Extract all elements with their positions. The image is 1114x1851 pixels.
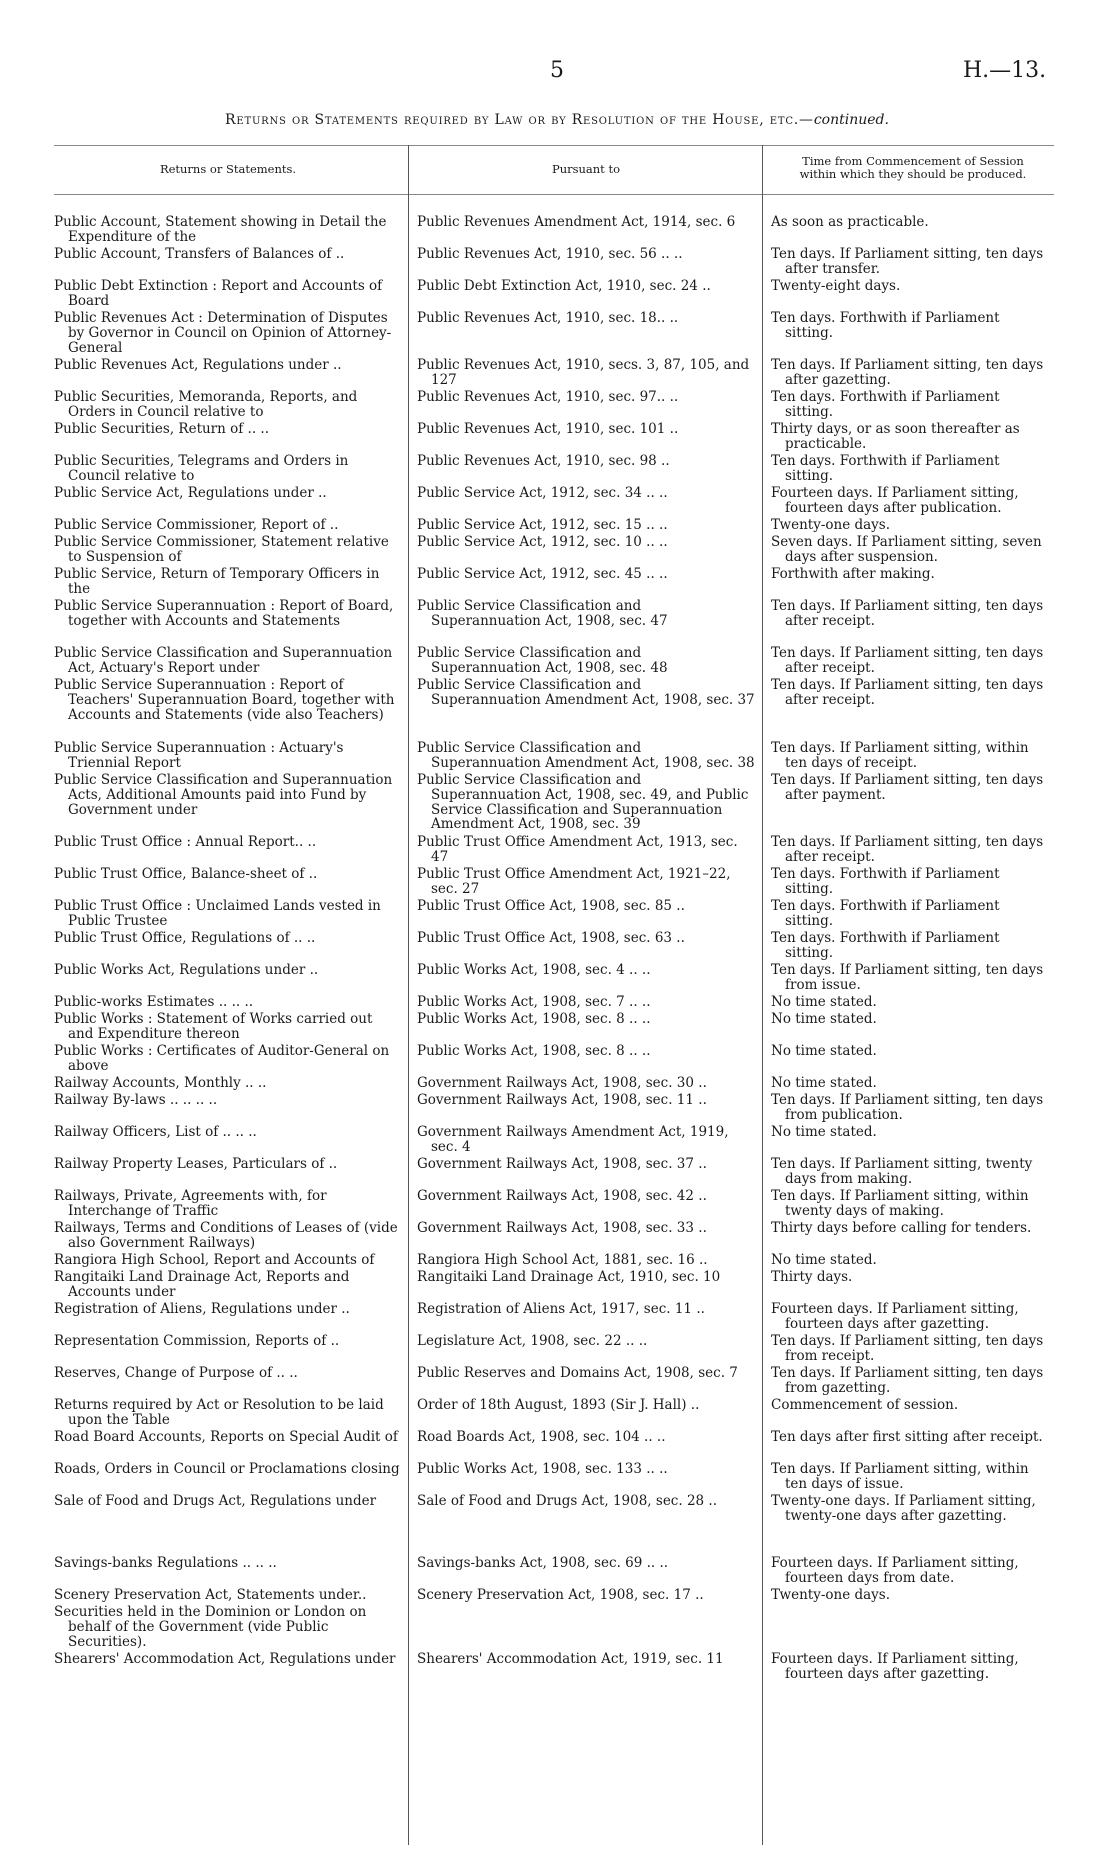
time-cell: Ten days. If Parliament sitting, within twenty days of making. — [771, 1188, 1029, 1219]
time-cell: Ten days. If Parliament sitting, ten days after receipt. — [771, 677, 1044, 708]
pursuant-cell: Legislature Act, 1908, sec. 22 .. .. — [417, 1333, 648, 1349]
table-row — [0, 773, 1114, 833]
return-cell: Public Trust Office : Annual Report.. .. — [54, 834, 317, 850]
time-cell: Ten days. If Parliament sitting, ten days after receipt. — [771, 834, 1044, 865]
pursuant-cell: Order of 18th August, 1893 (Sir J. Hall) .. — [417, 1397, 700, 1413]
pursuant-cell: Scenery Preservation Act, 1908, sec. 17 .. — [417, 1587, 704, 1603]
return-cell: Railways, Private, Agreements with, for Interchange of Traffic — [54, 1188, 327, 1219]
table-row — [0, 678, 1114, 739]
return-cell: Railway Accounts, Monthly .. .. — [54, 1075, 267, 1091]
return-cell: Representation Commission, Reports of .. — [54, 1333, 340, 1349]
document-reference: H.—13. — [963, 58, 1047, 83]
return-cell: Returns required by Act or Resolution to be laid upon the Table — [54, 1397, 384, 1428]
pursuant-cell: Public Trust Office Amendment Act, 1921–22, sec. 27 — [417, 866, 731, 897]
time-cell: Ten days. If Parliament sitting, within ten days of receipt. — [771, 740, 1029, 771]
return-cell: Public Works : Certificates of Auditor-General on above — [54, 1043, 390, 1074]
page-title-main: Returns or Statements required by Law or by Resolution of the House, etc.— — [225, 112, 814, 128]
time-cell: Ten days. If Parliament sitting, twenty days from making. — [771, 1156, 1033, 1187]
pursuant-cell: Public Service Classification and Superannuation Amendment Act, 1908, sec. 38 — [417, 740, 755, 771]
time-cell: Seven days. If Parliament sitting, seven days after suspension. — [771, 534, 1042, 565]
table-row — [0, 567, 1114, 597]
pursuant-cell: Public Revenues Act, 1910, sec. 101 .. — [417, 421, 679, 437]
return-cell: Public Trust Office, Balance-sheet of .. — [54, 866, 318, 882]
time-cell: Ten days. If Parliament sitting, ten days from receipt. — [771, 1333, 1044, 1364]
pursuant-cell: Public Revenues Act, 1910, sec. 97.. .. — [417, 389, 679, 405]
time-cell: Ten days. Forthwith if Parliament sitting. — [771, 389, 1000, 420]
table-row — [0, 535, 1114, 565]
table-row — [0, 646, 1114, 676]
pursuant-cell: Public Revenues Act, 1910, secs. 3, 87, 105, and 127 — [417, 357, 750, 388]
header-rule-top — [54, 145, 1054, 146]
return-cell: Reserves, Change of Purpose of .. .. — [54, 1365, 298, 1381]
return-cell: Scenery Preservation Act, Statements under.. — [54, 1587, 367, 1603]
time-cell: Ten days. If Parliament sitting, ten days from gazetting. — [771, 1365, 1044, 1396]
pursuant-cell: Public Works Act, 1908, sec. 4 .. .. — [417, 962, 651, 978]
pursuant-cell: Government Railways Act, 1908, sec. 42 .. — [417, 1188, 707, 1204]
return-cell: Registration of Aliens, Regulations under .. — [54, 1301, 350, 1317]
time-cell: Thirty days, or as soon thereafter as practicable. — [771, 421, 1020, 452]
return-cell: Public-works Estimates .. .. .. — [54, 994, 254, 1010]
return-cell: Public Service Superannuation : Actuary's Triennial Report — [54, 740, 344, 771]
time-cell: Fourteen days. If Parliament sitting, fourteen days after publication. — [771, 485, 1019, 516]
page-title-continued: continued. — [813, 112, 889, 128]
table-row — [0, 1157, 1114, 1187]
return-cell: Public Service Superannuation : Report of Board, together with Accounts and Statements — [54, 598, 394, 629]
table-row — [0, 741, 1114, 771]
return-cell: Public Revenues Act : Determination of Disputes by Governor in Council on Opinion of Attorney-General — [54, 310, 392, 356]
pursuant-cell: Public Works Act, 1908, sec. 8 .. .. — [417, 1011, 651, 1027]
time-cell: Thirty days before calling for tenders. — [771, 1220, 1032, 1236]
column-header-time — [768, 155, 1058, 181]
table-row — [0, 279, 1114, 309]
table-row — [0, 1221, 1114, 1251]
pursuant-cell: Rangitaiki Land Drainage Act, 1910, sec. 10 — [417, 1269, 721, 1285]
table-row — [0, 899, 1114, 929]
return-cell: Public Debt Extinction : Report and Accounts of Board — [54, 278, 383, 309]
return-cell: Public Works Act, Regulations under .. — [54, 962, 319, 978]
return-cell: Public Securities, Memoranda, Reports, and Orders in Council relative to — [54, 389, 358, 420]
table-row — [0, 422, 1114, 452]
time-cell: Ten days. Forthwith if Parliament sitting. — [771, 866, 1000, 897]
pursuant-cell: Public Trust Office Act, 1908, sec. 85 .. — [417, 898, 685, 914]
column-header-time-line2: within which they should be produced. — [799, 167, 1027, 181]
time-cell: Ten days. Forthwith if Parliament sitting. — [771, 898, 1000, 929]
table-row — [0, 931, 1114, 961]
return-cell: Public Service Commissioner, Report of .. — [54, 517, 339, 533]
time-cell: No time stated. — [771, 1124, 877, 1140]
time-cell: Ten days after first sitting after receipt. — [771, 1429, 1043, 1445]
table-row — [0, 215, 1114, 245]
return-cell: Securities held in the Dominion or London on behalf of the Government (vide Public Securities). — [54, 1604, 367, 1650]
page-title — [0, 112, 1114, 128]
pursuant-cell: Savings-banks Act, 1908, sec. 69 .. .. — [417, 1555, 669, 1571]
time-cell: Twenty-one days. If Parliament sitting, twenty-one days after gazetting. — [771, 1493, 1036, 1524]
time-cell: No time stated. — [771, 1011, 877, 1027]
return-cell: Railway Officers, List of .. .. .. — [54, 1124, 257, 1140]
pursuant-cell: Rangiora High School Act, 1881, sec. 16 .. — [417, 1252, 708, 1268]
table-row — [0, 1012, 1114, 1042]
pursuant-cell: Public Revenues Act, 1910, sec. 56 .. .. — [417, 246, 683, 262]
return-cell: Road Board Accounts, Reports on Special Audit of — [54, 1429, 398, 1445]
time-cell: Fourteen days. If Parliament sitting, fourteen days from date. — [771, 1555, 1019, 1586]
table-row — [0, 995, 1114, 1010]
time-cell: Thirty days. — [771, 1269, 853, 1285]
time-cell: Commencement of session. — [771, 1397, 959, 1413]
return-cell: Shearers' Accommodation Act, Regulations under — [54, 1651, 396, 1667]
table-row — [0, 1462, 1114, 1492]
return-cell: Public Revenues Act, Regulations under .. — [54, 357, 342, 373]
table-row — [0, 835, 1114, 865]
return-cell: Public Account, Transfers of Balances of .. — [54, 246, 345, 262]
time-cell: Ten days. If Parliament sitting, ten days after transfer. — [771, 246, 1044, 277]
return-cell: Rangitaiki Land Drainage Act, Reports and Accounts under — [54, 1269, 350, 1300]
time-cell: Fourteen days. If Parliament sitting, fourteen days after gazetting. — [771, 1651, 1019, 1682]
return-cell: Public Trust Office : Unclaimed Lands vested in Public Trustee — [54, 898, 381, 929]
table-row — [0, 518, 1114, 533]
time-cell: Twenty-eight days. — [771, 278, 901, 294]
table-row — [0, 1366, 1114, 1396]
time-cell: Ten days. If Parliament sitting, ten days after receipt. — [771, 645, 1044, 676]
column-header-time-line1: Time from Commencement of Session — [802, 154, 1024, 168]
return-cell: Public Securities, Return of .. .. — [54, 421, 269, 437]
table-row — [0, 1494, 1114, 1554]
pursuant-cell: Public Service Classification and Superannuation Amendment Act, 1908, sec. 37 — [417, 677, 755, 708]
pursuant-cell: Road Boards Act, 1908, sec. 104 .. .. — [417, 1429, 666, 1445]
pursuant-cell: Registration of Aliens Act, 1917, sec. 11 .. — [417, 1301, 705, 1317]
pursuant-cell: Public Service Act, 1912, sec. 45 .. .. — [417, 566, 668, 582]
pursuant-cell: Public Works Act, 1908, sec. 8 .. .. — [417, 1043, 651, 1059]
table-row — [0, 1076, 1114, 1091]
return-cell: Savings-banks Regulations .. .. .. — [54, 1555, 277, 1571]
table-row — [0, 1334, 1114, 1364]
table-row — [0, 358, 1114, 388]
return-cell: Roads, Orders in Council or Proclamations closing — [54, 1461, 400, 1477]
pursuant-cell: Public Service Act, 1912, sec. 34 .. .. — [417, 485, 668, 501]
table-row — [0, 1430, 1114, 1460]
time-cell: No time stated. — [771, 1252, 877, 1268]
table-row — [0, 963, 1114, 993]
return-cell: Public Service Superannuation : Report of Teachers' Superannuation Board, together with Accounts and Statements (vide also Teachers) — [54, 677, 395, 723]
pursuant-cell: Public Revenues Act, 1910, sec. 98 .. — [417, 453, 670, 469]
return-cell: Railway Property Leases, Particulars of .. — [54, 1156, 338, 1172]
pursuant-cell: Government Railways Amendment Act, 1919, sec. 4 — [417, 1124, 729, 1155]
pursuant-cell: Sale of Food and Drugs Act, 1908, sec. 28 .. — [417, 1493, 718, 1509]
table-row — [0, 599, 1114, 644]
time-cell: Ten days. If Parliament sitting, ten days from issue. — [771, 962, 1044, 993]
pursuant-cell: Public Service Classification and Superannuation Act, 1908, sec. 49, and Public Service Classification and Superannuation Amendment Act, 1908, sec. 39 — [417, 772, 749, 833]
table-row — [0, 1125, 1114, 1155]
return-cell: Public Service Commissioner, Statement relative to Suspension of — [54, 534, 389, 565]
time-cell: Ten days. Forthwith if Parliament sitting. — [771, 930, 1000, 961]
table-row — [0, 247, 1114, 277]
return-cell: Railway By-laws .. .. .. .. — [54, 1092, 218, 1108]
time-cell: No time stated. — [771, 1043, 877, 1059]
table-row — [0, 1556, 1114, 1586]
table-row — [0, 1253, 1114, 1268]
returns-table-body — [0, 215, 1114, 1684]
return-cell: Public Works : Statement of Works carried out and Expenditure thereon — [54, 1011, 373, 1042]
time-cell: Ten days. If Parliament sitting, within ten days of issue. — [771, 1461, 1029, 1492]
time-cell: Ten days. If Parliament sitting, ten days after receipt. — [771, 598, 1044, 629]
time-cell: Ten days. If Parliament sitting, ten days after gazetting. — [771, 357, 1044, 388]
column-header-returns: Returns or Statements. — [159, 162, 297, 176]
table-row — [0, 1302, 1114, 1332]
return-cell: Public Service, Return of Temporary Officers in the — [54, 566, 380, 597]
pursuant-cell: Public Trust Office Act, 1908, sec. 63 .. — [417, 930, 685, 946]
pursuant-cell: Government Railways Act, 1908, sec. 37 .. — [417, 1156, 707, 1172]
pursuant-cell: Public Trust Office Amendment Act, 1913, sec. 47 — [417, 834, 738, 865]
table-row — [0, 1588, 1114, 1603]
return-cell: Public Service Classification and Superannuation Act, Actuary's Report under — [54, 645, 393, 676]
pursuant-cell: Government Railways Act, 1908, sec. 33 .. — [417, 1220, 707, 1236]
time-cell: No time stated. — [771, 994, 877, 1010]
pursuant-cell: Government Railways Act, 1908, sec. 11 .. — [417, 1092, 707, 1108]
table-row — [0, 1652, 1114, 1682]
header-rule-bottom — [54, 194, 1054, 195]
pursuant-cell: Government Railways Act, 1908, sec. 30 .. — [417, 1075, 707, 1091]
table-row — [0, 1093, 1114, 1123]
return-cell: Rangiora High School, Report and Accounts of — [54, 1252, 375, 1268]
pursuant-cell: Public Debt Extinction Act, 1910, sec. 24 .. — [417, 278, 711, 294]
time-cell: Ten days. Forthwith if Parliament sitting. — [771, 453, 1000, 484]
pursuant-cell: Public Service Act, 1912, sec. 10 .. .. — [417, 534, 668, 550]
return-cell: Railways, Terms and Conditions of Leases of (vide also Government Railways) — [54, 1220, 398, 1251]
time-cell: Ten days. If Parliament sitting, ten days from publication. — [771, 1092, 1044, 1123]
table-row — [0, 1605, 1114, 1650]
pursuant-cell: Public Service Classification and Superannuation Act, 1908, sec. 48 — [417, 645, 668, 676]
pursuant-cell: Public Reserves and Domains Act, 1908, sec. 7 — [417, 1365, 738, 1381]
return-cell: Public Account, Statement showing in Detail the Expenditure of the — [54, 214, 387, 245]
time-cell: Ten days. If Parliament sitting, ten days after payment. — [771, 772, 1044, 803]
return-cell: Public Service Act, Regulations under .. — [54, 485, 327, 501]
pursuant-cell: Public Works Act, 1908, sec. 7 .. .. — [417, 994, 651, 1010]
table-row — [0, 486, 1114, 516]
pursuant-cell: Public Revenues Act, 1910, sec. 18.. .. — [417, 310, 679, 326]
pursuant-cell: Public Works Act, 1908, sec. 133 .. .. — [417, 1461, 668, 1477]
return-cell: Public Trust Office, Regulations of .. .. — [54, 930, 316, 946]
return-cell: Public Service Classification and Superannuation Acts, Additional Amounts paid into Fund by Government under — [54, 772, 393, 818]
pursuant-cell: Public Service Act, 1912, sec. 15 .. .. — [417, 517, 668, 533]
column-header-pursuant: Pursuant to — [551, 162, 621, 176]
return-cell: Sale of Food and Drugs Act, Regulations under — [54, 1493, 377, 1509]
table-row — [0, 1398, 1114, 1428]
table-row — [0, 1270, 1114, 1300]
table-row — [0, 1044, 1114, 1074]
page-number: 5 — [550, 58, 564, 83]
table-row — [0, 454, 1114, 484]
time-cell: Twenty-one days. — [771, 517, 891, 533]
table-row — [0, 390, 1114, 420]
time-cell: Ten days. Forthwith if Parliament sitting. — [771, 310, 1000, 341]
table-row — [0, 1189, 1114, 1219]
table-row — [0, 311, 1114, 356]
time-cell: Twenty-one days. — [771, 1587, 891, 1603]
time-cell: As soon as practicable. — [771, 214, 929, 230]
time-cell: Forthwith after making. — [771, 566, 935, 582]
time-cell: Fourteen days. If Parliament sitting, fourteen days after gazetting. — [771, 1301, 1019, 1332]
table-row — [0, 867, 1114, 897]
return-cell: Public Securities, Telegrams and Orders in Council relative to — [54, 453, 349, 484]
pursuant-cell: Shearers' Accommodation Act, 1919, sec. 11 — [417, 1651, 724, 1667]
time-cell: No time stated. — [771, 1075, 877, 1091]
pursuant-cell: Public Revenues Amendment Act, 1914, sec. 6 — [417, 214, 736, 230]
pursuant-cell: Public Service Classification and Superannuation Act, 1908, sec. 47 — [417, 598, 668, 629]
